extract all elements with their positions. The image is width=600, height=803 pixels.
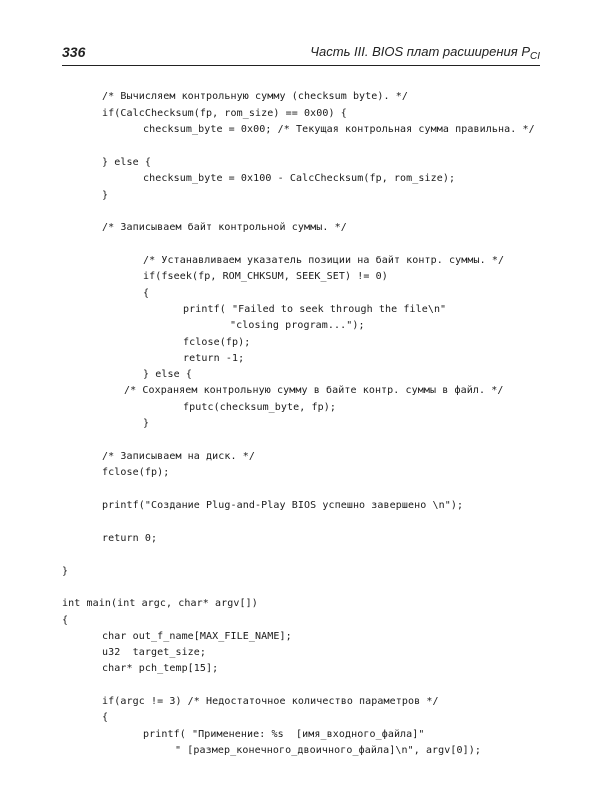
code-line: /* Записываем на диск. */	[102, 451, 256, 462]
code-line: checksum_byte = 0x100 - CalcChecksum(fp, rom_size);	[143, 173, 456, 184]
code-line: return 0;	[102, 533, 158, 544]
code-line: /* Сохраняем контрольную сумму в байте контр. суммы в файл. */	[124, 385, 504, 396]
code-line: " [размер_конечного_двоичного_файла]\n", argv[0]);	[175, 745, 482, 756]
code-line: printf( "Failed to seek through the file\n"	[183, 304, 447, 315]
code-line: {	[102, 712, 109, 723]
code-line: {	[62, 615, 69, 626]
code-line: return -1;	[183, 353, 245, 364]
code-line: if(CalcChecksum(fp, rom_size) == 0x00) {	[102, 108, 347, 119]
running-title-suffix: CI	[530, 51, 540, 62]
page-number: 336	[62, 44, 86, 60]
code-line: /* Записываем байт контрольной суммы. */	[102, 222, 347, 233]
code-line: }	[102, 190, 109, 201]
code-line: }	[62, 566, 69, 577]
code-line: if(argc != 3) /* Недостаточное количество параметров */	[102, 696, 439, 707]
code-line: }	[143, 418, 150, 429]
code-line: printf("Создание Plug-and-Play BIOS успешно завершено \n");	[102, 500, 464, 511]
code-line: /* Устанавливаем указатель позиции на байт контр. суммы. */	[143, 255, 505, 266]
running-title-text: Часть III. BIOS плат расширения P	[310, 44, 530, 59]
code-line: {	[143, 288, 150, 299]
code-line: /* Вычисляем контрольную сумму (checksum byte). */	[102, 91, 409, 102]
code-line: int main(int argc, char* argv[])	[62, 598, 258, 609]
code-line: fclose(fp);	[102, 467, 170, 478]
code-line: char* pch_temp[15];	[102, 663, 219, 674]
code-line: checksum_byte = 0x00; /* Текущая контрольная сумма правильна. */	[143, 124, 535, 135]
code-line: } else {	[102, 157, 151, 168]
code-line: fclose(fp);	[183, 337, 251, 348]
code-line: u32 target_size;	[102, 647, 207, 658]
code-line: char out_f_name[MAX_FILE_NAME];	[102, 631, 292, 642]
code-line: fputc(checksum_byte, fp);	[183, 402, 337, 413]
code-line: } else {	[143, 369, 192, 380]
code-line: printf( "Применение: %s [имя_входного_файла]"	[143, 729, 425, 740]
code-line: if(fseek(fp, ROM_CHKSUM, SEEK_SET) != 0)	[143, 271, 388, 282]
code-line: "closing program...");	[230, 320, 365, 331]
